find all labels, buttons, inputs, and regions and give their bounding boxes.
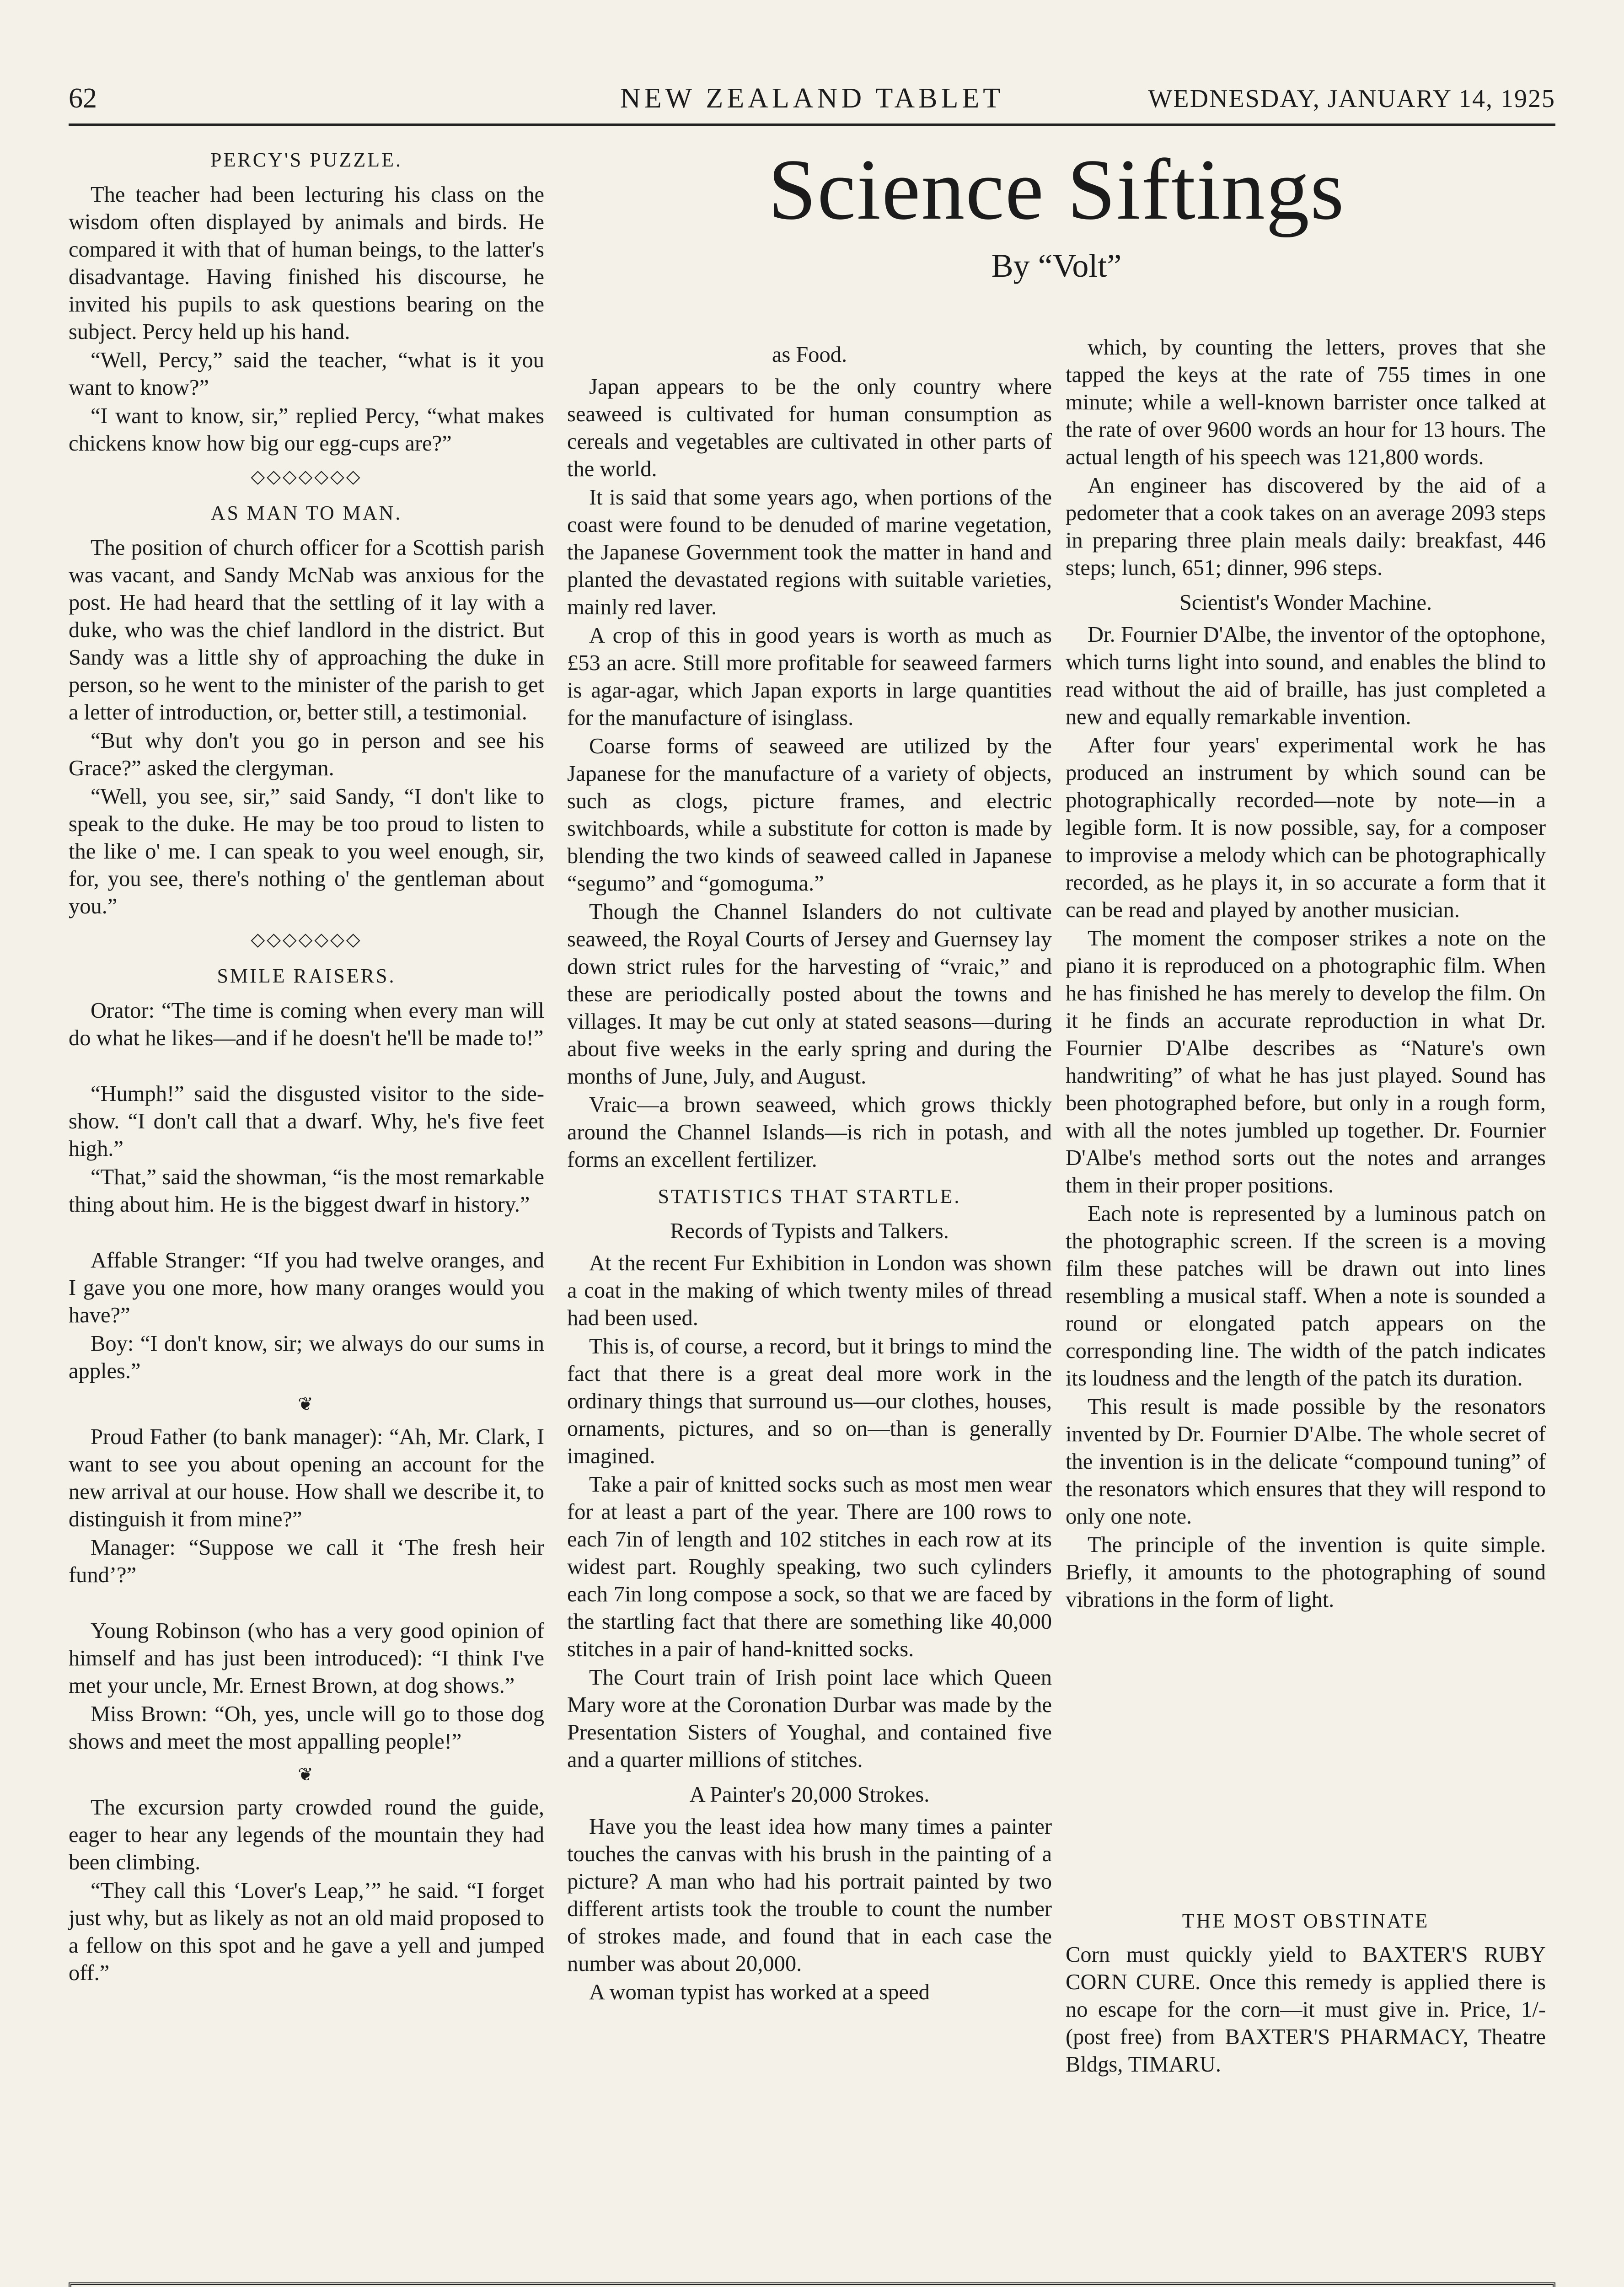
paragraph: The Court train of Irish point lace which Queen Mary wore at the Coronation Durbar was made by the Presentation Sisters of Youghal, and contained five and a quarter millions of stitches. <box>567 1665 1052 1772</box>
spacer <box>69 1053 544 1080</box>
heading-seaweed-as-food: as Food. <box>772 343 847 367</box>
paragraph: The position of church officer for a Scottish parish was vacant, and Sandy McNab was anxious for the post. He had heard that the settling of it lay with a duke, who was the chief landlord in the district. But Sandy was a little shy of approaching the duke in person, so he went to the minister of the parish to get a letter of introduction, or, better still, a testimonial. <box>69 536 544 725</box>
paragraph: Proud Father (to bank manager): “Ah, Mr. Clark, I want to see you about opening an account for the new arrival at our house. How shall we describe it, to distinguish it from mine?” <box>69 1425 544 1531</box>
paragraph: “Well, you see, sir,” said Sandy, “I don't like to speak to the duke. He may be too proud to listen to the like o' me. I can speak to you weel enough, sir, for, you see, there's nothing o' the gentleman about you.” <box>69 784 544 918</box>
paragraph: Though the Channel Islanders do not cultivate seaweed, the Royal Courts of Jersey and Guernsey lay down strict rules for the harvesting of “vraic,” and these are periodically posted about the towns and villages. It may be cut only at stated seasons—during about five weeks in the early spring and during the months of June, July, and August. <box>567 900 1052 1089</box>
heading-percys-puzzle: PERCY'S PUZZLE. <box>210 149 402 171</box>
masthead <box>69 69 1555 126</box>
paragraph: Orator: “The time is coming when every man will do what he likes—and if he doesn't he'll be made to!” <box>69 999 544 1050</box>
paragraph: The excursion party crowded round the guide, eager to hear any legends of the mountain they had been climbing. <box>69 1795 544 1874</box>
heading-painters-strokes: A Painter's 20,000 Strokes. <box>689 1782 930 1807</box>
column-science-right <box>1066 334 1546 1615</box>
heading-as-man-to-man: AS MAN TO MAN. <box>210 502 402 524</box>
heading-smile-raisers: SMILE RAISERS. <box>217 965 396 987</box>
fleuron-icon: ❦ <box>298 1394 315 1414</box>
heading-wonder-machine: Scientist's Wonder Machine. <box>1179 591 1432 615</box>
paragraph: This is, of course, a record, but it brings to mind the fact that there is a great deal more work in the ordinary things that surround us—our clothes, houses, ornaments, pictures, and so on—than is generally imagined. <box>567 1334 1052 1468</box>
paragraph: Coarse forms of seaweed are utilized by the Japanese for the manufacture of a variety of objects, such as clogs, picture frames, and electric switchboards, while a substitute for cotton is made by blending the two kinds of seaweed called in Japanese “segumo” and “gomoguma.” <box>567 734 1052 896</box>
paragraph: Japan appears to be the only country where seaweed is cultivated for human consumption as cereals and vegetables are cultivated in other parts of the world. <box>567 375 1052 481</box>
ornament-divider: ◇◇◇◇◇◇◇ <box>251 929 362 950</box>
paragraph: Boy: “I don't know, sir; we always do our sums in apples.” <box>69 1331 544 1383</box>
paragraph: A crop of this in good years is worth as much as £53 an acre. Still more profitable for seaweed farmers is agar-agar, which Japan exports in large quantities for the manufacture of isinglass. <box>567 623 1052 730</box>
issue-date: WEDNESDAY, JANUARY 14, 1925 <box>1148 85 1555 113</box>
paragraph: At the recent Fur Exhibition in London was shown a coat in the making of which twenty miles of thread had been used. <box>567 1251 1052 1330</box>
paragraph: The moment the composer strikes a note on the piano it is reproduced on a photographic film. When he has finished he has merely to develop the film. On it he finds an accurate reproduction in what Dr. Fournier D'Albe describes as “Nature's own handwriting” of what he has just played. Sound has been photographed before, but only in a rough form, with all the notes jumbled up together. Dr. Fournier D'Albe's method sorts out the notes and arranges them in their proper positions. <box>1066 926 1546 1197</box>
ad-heading: THE MOST OBSTINATE <box>1182 1910 1430 1932</box>
paragraph: which, by counting the letters, proves that she tapped the keys at the rate of 755 times in one minute; while a well-known barrister once talked at the rate of over 9600 words an hour for 13 hours. The actual length of his speech was 121,800 words. <box>1066 335 1546 469</box>
heading-statistics: STATISTICS THAT STARTLE. <box>658 1185 961 1208</box>
spacer <box>69 1219 544 1247</box>
paragraph: Affable Stranger: “If you had twelve oranges, and I gave you one more, how many oranges would you have?” <box>69 1248 544 1327</box>
paragraph: The teacher had been lecturing his class on the wisdom often displayed by animals and birds. He compared it with that of human beings, to the latter's disadvantage. Having finished his discourse, he invited his pupils to ask questions bearing on the subject. Percy held up his hand. <box>69 183 544 344</box>
ornament-divider: ◇◇◇◇◇◇◇ <box>251 466 362 487</box>
column-humour <box>69 137 544 1988</box>
paragraph: Dr. Fournier D'Albe, the inventor of the optophone, which turns light into sound, and enables the blind to read without the aid of braille, has just completed a new and equally remarkable invention. <box>1066 623 1546 729</box>
paragraph: Manager: “Suppose we call it ‘The fresh heir fund’?” <box>69 1535 544 1587</box>
paragraph: “Humph!” said the disgusted visitor to the side-show. “I don't call that a dwarf. Why, he's five feet high.” <box>69 1082 544 1161</box>
paragraph: “That,” said the showman, “is the most remarkable thing about him. He is the biggest dwarf in history.” <box>69 1165 544 1217</box>
paragraph: Vraic—a brown seaweed, which grows thickly around the Channel Islands—is rich in potash, and forms an excellent fertilizer. <box>567 1093 1052 1172</box>
paragraph: Miss Brown: “Oh, yes, uncle will go to those dog shows and meet the most appalling people!” <box>69 1702 544 1754</box>
paragraph: The principle of the invention is quite simple. Briefly, it amounts to the photographing of sound vibrations in the form of light. <box>1066 1533 1546 1612</box>
byline: By “Volt” <box>991 247 1122 284</box>
paragraph: “Well, Percy,” said the teacher, “what is it you want to know?” <box>69 348 544 400</box>
paragraph: Each note is represented by a luminous patch on the photographic screen. If the screen is a moving film these patches will be drawn out into lines resembling a musical staff. When a note is sounded a round or elongated patch appears on the corresponding line. The width of the patch indicates its loudness and the length of the patch its duration. <box>1066 1202 1546 1390</box>
paragraph: Young Robinson (who has a very good opinion of himself and has just been introduced): “I think I've met your uncle, Mr. Ernest Brown, at dog shows.” <box>69 1619 544 1698</box>
paragraph: Have you the least idea how many times a painter touches the canvas with his brush in the painting of a picture? A man who had his portrait painted by two different artists took the trouble to count the number of strokes made, and found that in each case the number was about 20,000. <box>567 1815 1052 1976</box>
paragraph: A woman typist has worked at a speed <box>589 1980 930 2004</box>
spacer <box>69 1590 544 1617</box>
paragraph: “But why don't you go in person and see his Grace?” asked the clergyman. <box>69 729 544 780</box>
paragraph: Take a pair of knitted socks such as most men wear for at least a part of the year. There are 100 rows to each 7in of length and 102 stitches in each row at its widest part. Roughly speaking, two such cylinders each 7in long compose a sock, so that we are faced by the startling fact that there are something like 40,000 stitches in a pair of hand-knitted socks. <box>567 1472 1052 1661</box>
science-siftings-title <box>567 137 1546 285</box>
column-science-left <box>567 334 1052 2007</box>
section-title: Science Siftings <box>768 142 1345 238</box>
advertisement-corn-cure <box>1066 1907 1546 2078</box>
page-number: 62 <box>69 83 97 114</box>
ad-text: Corn must quickly yield to BAXTER'S RUBY CORN CURE. Once this remedy is applied there is no escape for the corn—it must give in. Price, 1/- (post free) from BAXTER'S PHARMACY, Theatre Bldgs, TIMARU. <box>1066 1943 1546 2077</box>
paragraph: It is said that some years ago, when portions of the coast were found to be denuded of marine vegetation, the Japanese Government took the matter in hand and planted the devastated regions with suitable varieties, mainly red laver. <box>567 485 1052 619</box>
footer-advertisement <box>69 2282 1555 2287</box>
paragraph: An engineer has discovered by the aid of a pedometer that a cook takes on an average 2093 steps in preparing three plain meals daily: breakfast, 446 steps; lunch, 651; dinner, 996 steps. <box>1066 473 1546 580</box>
paper-title: NEW ZEALAND TABLET <box>620 83 1004 114</box>
paragraph: After four years' experimental work he has produced an instrument by which sound can be photographically recorded—note by note—in a legible form. It is now possible, say, for a composer to improvise a melody which can be photographically recorded, as he plays it, in so accurate a form that it can be read and played by another musician. <box>1066 733 1546 922</box>
paragraph: “I want to know, sir,” replied Percy, “what makes chickens know how big our egg-cups are?” <box>69 404 544 456</box>
paragraph: “They call this ‘Lover's Leap,’” he said. “I forget just why, but as likely as not an old maid proposed to a fellow on this spot and he gave a yell and jumped off.” <box>69 1879 544 1985</box>
subheading-typists: Records of Typists and Talkers. <box>670 1219 949 1243</box>
paragraph: This result is made possible by the resonators invented by Dr. Fournier D'Albe. The whole secret of the invention is in the delicate “compound tuning” of the resonators which ensures that they will respond to only one note. <box>1066 1395 1546 1529</box>
fleuron-icon: ❦ <box>298 1764 315 1785</box>
